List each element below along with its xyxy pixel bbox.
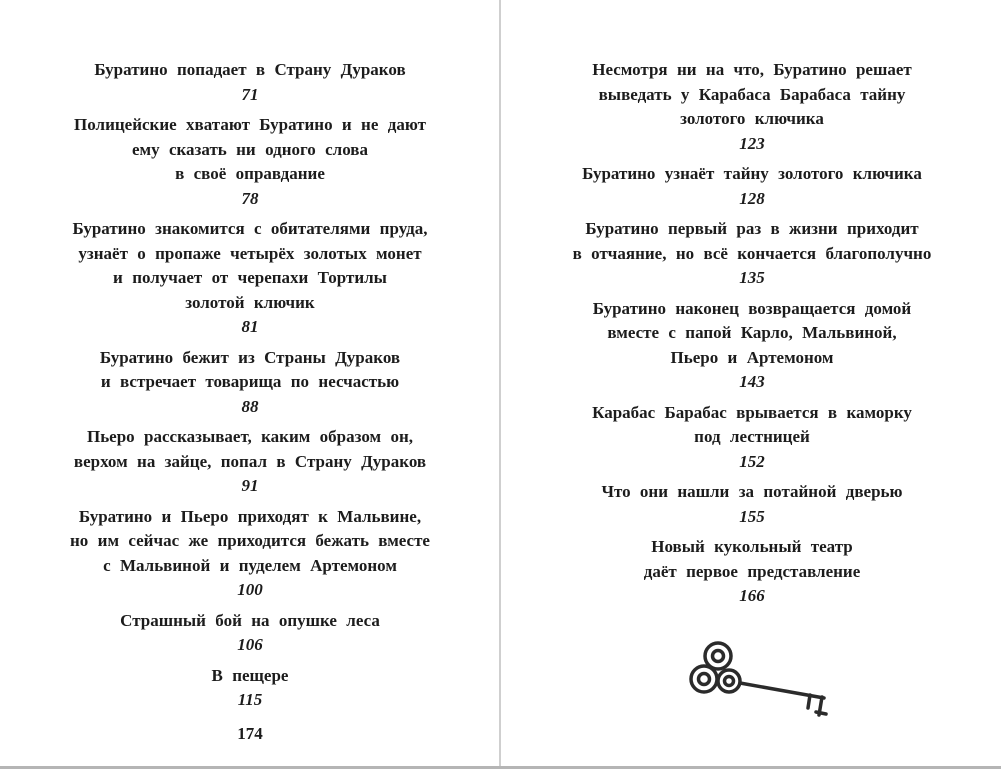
toc-entry-title-line: Буратино узнаёт тайну золотого ключика (582, 164, 922, 183)
toc-entry-page-number: 106 (237, 635, 263, 654)
toc-entry-title-line: вместе с папой Карло, Мальвиной, (607, 323, 897, 342)
toc-entry (38, 425, 462, 499)
toc-entry-title-line: Страшный бой на опушке леса (120, 610, 380, 630)
toc-entry-page-number: 88 (241, 396, 259, 416)
toc-entry (38, 113, 462, 211)
toc-entry (540, 401, 964, 475)
toc-entry-title-line: Буратино и Пьеро приходят к Мальвине, (78, 506, 422, 526)
toc-entry-title-line: В пещере (211, 665, 289, 685)
key-icon (684, 632, 844, 727)
toc-entry (38, 609, 462, 658)
toc-entry-title-line: под лестницей (694, 427, 810, 446)
toc-entry-page-number: 155 (739, 506, 765, 526)
toc-entry-title-line: Буратино попадает в Страну Дураков (94, 60, 406, 79)
toc-entry-title-line: Буратино первый раз в жизни приходит (585, 219, 919, 238)
toc-entry-title-line: золотой ключик (185, 292, 315, 312)
toc-entry-page-number: 91 (241, 476, 259, 495)
toc-entry (540, 58, 964, 156)
toc-entry-page-number: 78 (241, 188, 259, 208)
toc-entry-page-number: 143 (739, 372, 765, 391)
page-fold-divider (499, 0, 501, 766)
toc-entry-title-line: узнаёт о пропаже четырёх золотых монет (78, 243, 422, 263)
toc-entry-title-line: Буратино бежит из Страны Дураков (99, 347, 401, 367)
toc-entry (38, 217, 462, 340)
toc-entry-title-line: и получает от черепахи Тортилы (113, 268, 387, 287)
toc-entry-title-line: с Мальвиной и пуделем Артемоном (103, 555, 397, 575)
toc-entry-page-number: 128 (739, 188, 765, 208)
toc-entry-title-line: верхом на зайце, попал в Страну Дураков (73, 451, 427, 471)
toc-entry (540, 217, 964, 291)
toc-entry-title-line: золотого ключика (680, 109, 824, 128)
toc-entry-title-line: Что они нашли за потайной дверью (601, 482, 903, 501)
toc-entry-title-line: в своё оправдание (175, 164, 325, 183)
toc-entry (540, 297, 964, 395)
toc-entry (38, 346, 462, 420)
toc-entry (540, 535, 964, 609)
toc-entry-page-number: 115 (237, 690, 263, 709)
toc-entry-page-number: 71 (241, 84, 259, 104)
toc-entry (38, 505, 462, 603)
toc-entry (540, 162, 964, 211)
toc-entry-title-line: Пьеро рассказывает, каким образом он, (86, 427, 414, 446)
toc-entry-page-number: 81 (241, 317, 259, 336)
toc-entry-title-line: Пьеро и Артемоном (670, 347, 834, 367)
left-page-entries (38, 58, 462, 719)
toc-entry-title-line: даёт первое представление (643, 561, 861, 581)
toc-entry (38, 58, 462, 107)
toc-entry-title-line: Новый кукольный театр (651, 537, 853, 556)
toc-entry-title-line: Буратино наконец возвращается домой (592, 298, 912, 318)
toc-entry (38, 664, 462, 713)
toc-entry-title-line: Карабас Барабас врывается в каморку (592, 402, 912, 422)
page-bottom-edge (0, 766, 1001, 769)
toc-entry-title-line: ему сказать ни одного слова (132, 139, 368, 159)
folio-page-number: 174 (237, 724, 263, 743)
toc-entry-title-line: выведать у Карабаса Барабаса тайну (598, 84, 906, 104)
toc-entry-page-number: 123 (739, 133, 765, 153)
toc-entry-page-number: 166 (739, 586, 765, 605)
toc-entry-title-line: и встречает товарища по несчастью (100, 372, 400, 391)
toc-entry (540, 480, 964, 529)
right-page-entries (540, 58, 964, 615)
toc-entry-title-line: в отчаяние, но всё кончается благополучно (572, 243, 932, 263)
toc-entry-title-line: Буратино знакомится с обитателями пруда, (72, 219, 428, 238)
toc-entry-page-number: 152 (739, 451, 765, 471)
toc-entry-title-line: но им сейчас же приходится бежать вместе (70, 531, 430, 550)
toc-entry-page-number: 100 (237, 580, 263, 599)
toc-entry-title-line: Полицейские хватают Буратино и не дают (74, 115, 426, 134)
key-illustration (684, 632, 844, 727)
toc-entry-title-line: Несмотря ни на что, Буратино решает (592, 60, 912, 79)
toc-entry-page-number: 135 (739, 268, 765, 287)
